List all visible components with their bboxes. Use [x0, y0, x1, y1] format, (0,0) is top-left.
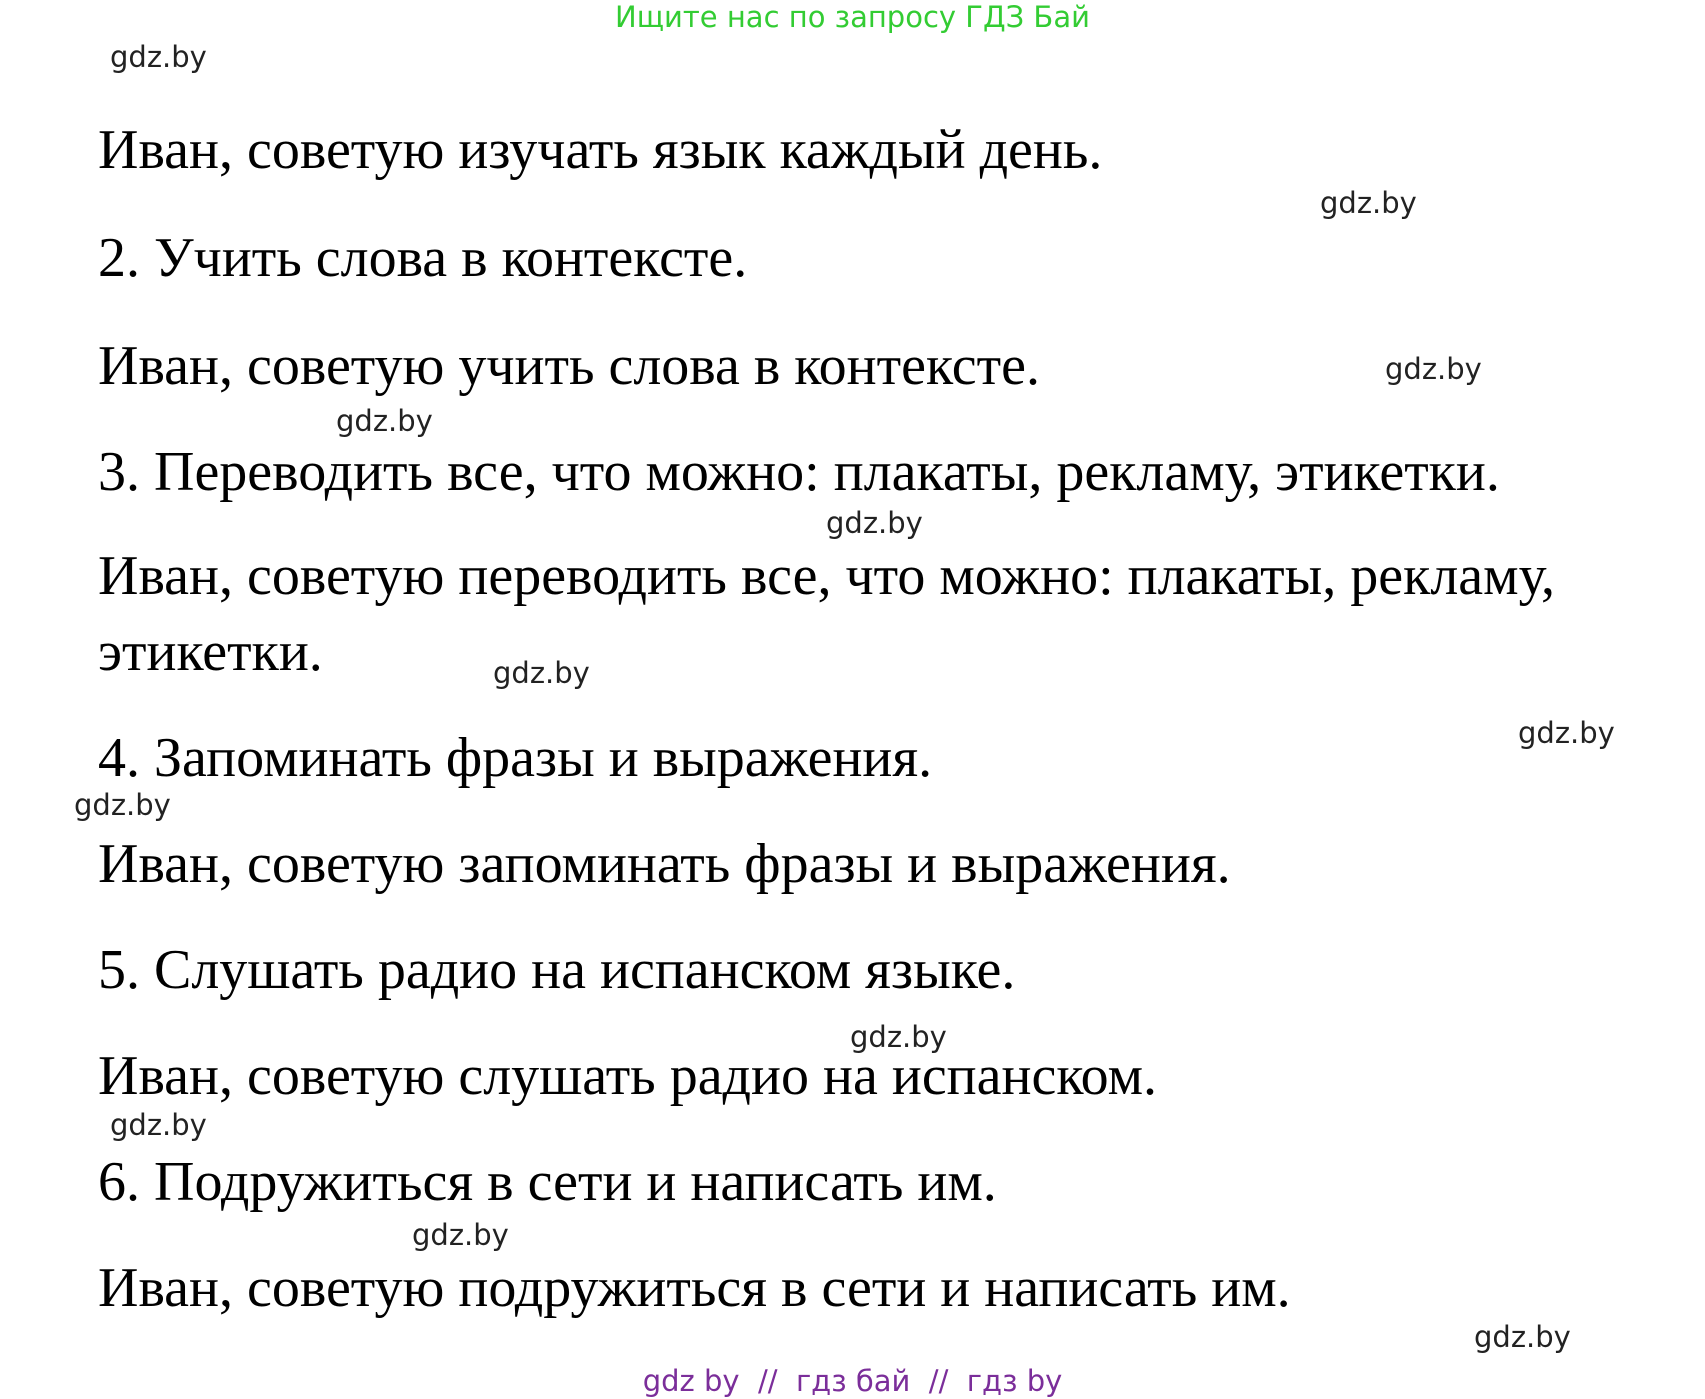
watermark: gdz.by — [1385, 352, 1482, 386]
watermark: gdz.by — [1320, 186, 1417, 220]
text-line: Иван, советую подружиться в сети и написать им. — [98, 1257, 1291, 1319]
watermark: gdz.by — [1474, 1320, 1571, 1354]
text-line: 6. Подружиться в сети и написать им. — [98, 1151, 997, 1213]
watermark: gdz.by — [74, 788, 171, 822]
text-line: этикетки. — [98, 621, 323, 683]
watermark: gdz.by — [110, 1108, 207, 1142]
watermark: gdz.by — [850, 1020, 947, 1054]
text-line: Иван, советую изучать язык каждый день. — [98, 119, 1103, 181]
watermark: gdz.by — [110, 40, 207, 74]
top-banner: Ищите нас по запросу ГДЗ Бай — [615, 0, 1090, 34]
text-line: Иван, советую учить слова в контексте. — [98, 335, 1040, 397]
watermark: gdz.by — [826, 506, 923, 540]
watermark: gdz.by — [412, 1218, 509, 1252]
text-line: Иван, советую слушать радио на испанском. — [98, 1045, 1158, 1107]
watermark: gdz.by — [1518, 716, 1615, 750]
watermark: gdz.by — [336, 404, 433, 438]
text-line: Иван, советую запоминать фразы и выражения. — [98, 833, 1231, 895]
text-line: Иван, советую переводить все, что можно: плакаты, рекламу, — [98, 545, 1555, 607]
text-line: 2. Учить слова в контексте. — [98, 227, 748, 289]
footer-links: gdz by // гдз бай // гдз by — [642, 1364, 1063, 1398]
text-line: 3. Переводить все, что можно: плакаты, рекламу, этикетки. — [98, 441, 1500, 503]
text-line: 5. Слушать радио на испанском языке. — [98, 939, 1016, 1001]
text-line: 4. Запоминать фразы и выражения. — [98, 727, 933, 789]
watermark: gdz.by — [493, 656, 590, 690]
